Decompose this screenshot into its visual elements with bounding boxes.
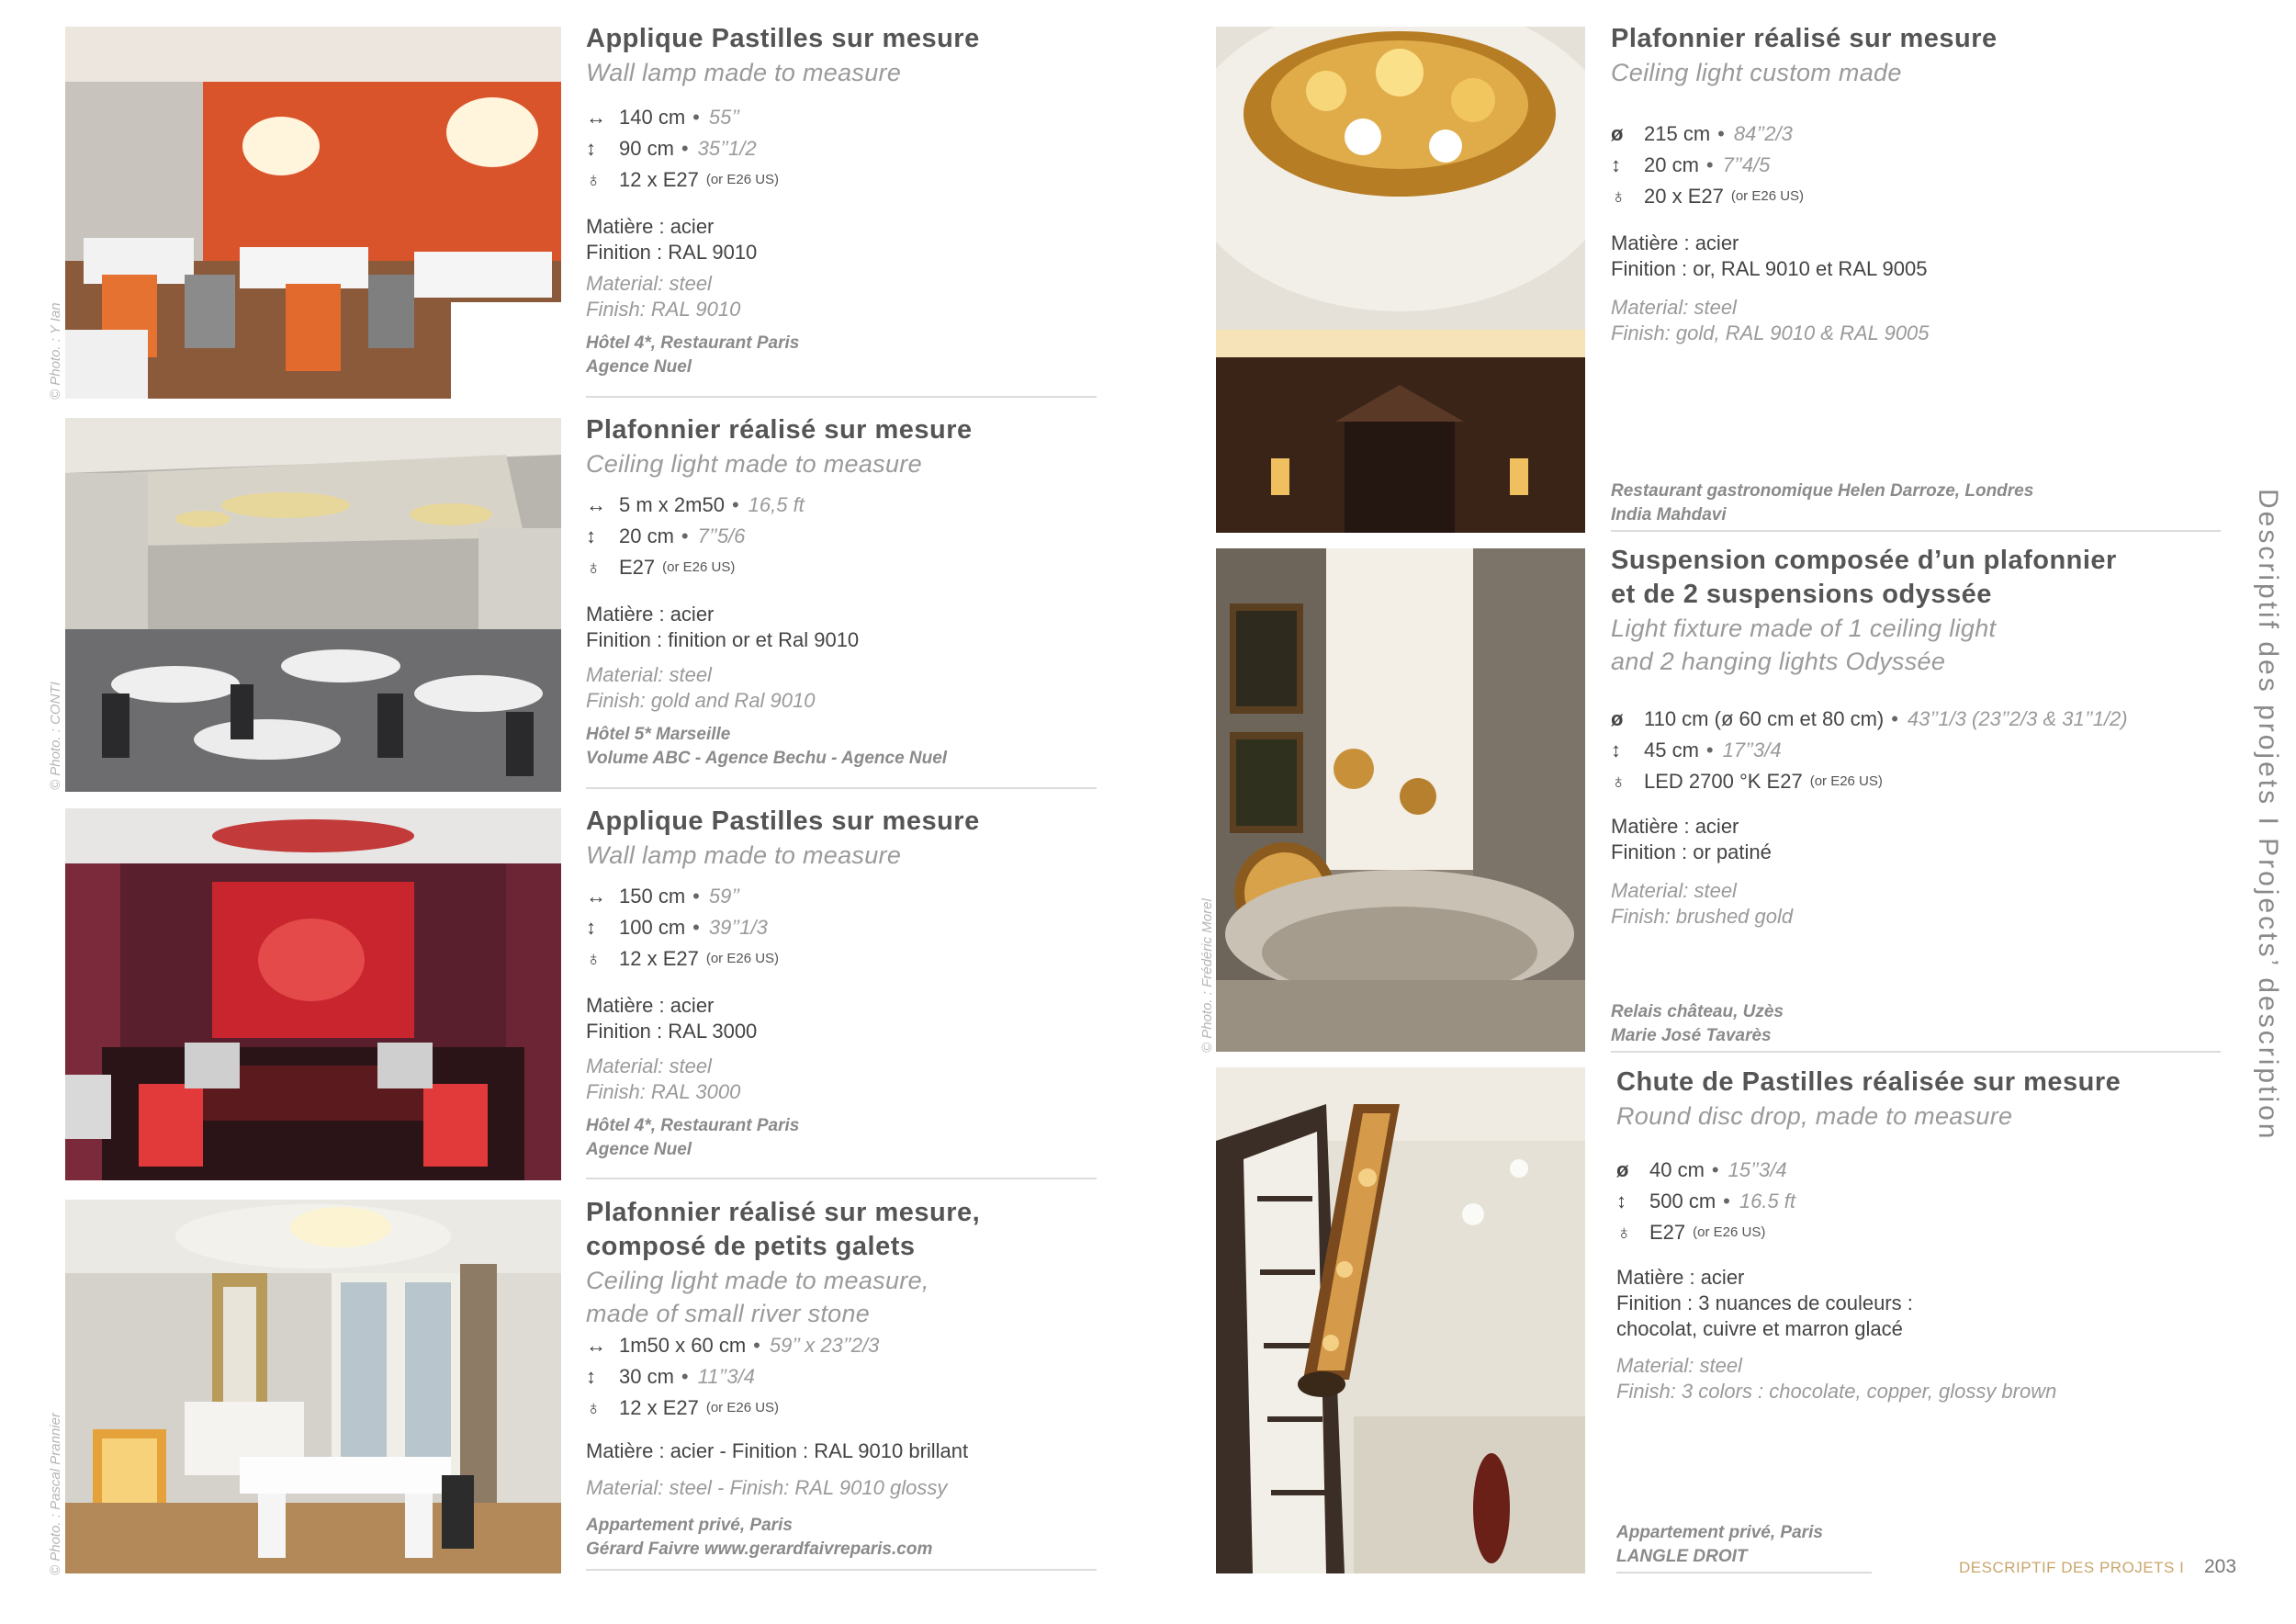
project-agency: India Mahdavi xyxy=(1611,505,1727,524)
project-name: Appartement privé, Paris xyxy=(586,1516,793,1535)
spec-width: ↔ 140 cm • 55’’ xyxy=(586,102,1100,133)
item-title: Applique Pastilles sur mesure xyxy=(586,24,980,53)
material-fr: Matière : acier xyxy=(1611,815,1739,838)
finish-fr-line-2: chocolat, cuivre et marron glacé xyxy=(1616,1317,1903,1340)
photo-disc-drop-stairwell xyxy=(1216,1067,1585,1573)
spec-bulb: ♁ 12 x E27 (or E26 US) xyxy=(586,1393,1137,1424)
height-arrow-icon: ↕ xyxy=(586,524,596,547)
project-agency: Agence Nuel xyxy=(586,357,692,377)
spec-bulb: ♁ 20 x E27 (or E26 US) xyxy=(1611,181,2199,212)
spec-bulb: ♁ E27 (or E26 US) xyxy=(1616,1217,2223,1248)
divider xyxy=(586,1178,1097,1179)
project-name: Hôtel 4*, Restaurant Paris xyxy=(586,1116,800,1135)
material-en: Material: steel xyxy=(1611,879,1737,902)
item-subtitle: Ceiling light custom made xyxy=(1611,59,1902,86)
item-title-line-2: et de 2 suspensions odyssée xyxy=(1611,580,1992,609)
spec-height: ↕ 30 cm • 11’’3/4 xyxy=(586,1361,1137,1393)
finish-fr: Finition : 3 nuances de couleurs : xyxy=(1616,1291,1913,1314)
photo-apartment-dining xyxy=(65,1200,561,1573)
material-fr: Matière : acier - Finition : RAL 9010 brillant xyxy=(586,1439,969,1462)
project-credit xyxy=(1611,479,2199,527)
spec-height: ↕ 90 cm • 35’’1/2 xyxy=(586,133,1100,164)
project-item xyxy=(586,413,1100,771)
item-subtitle: Light fixture made of 1 ceiling light xyxy=(1611,615,1997,642)
project-name: Relais château, Uzès xyxy=(1611,1002,1784,1021)
section-side-label: Descriptif des projets I Projects’ description xyxy=(2253,489,2283,1142)
spec-height: ↕ 500 cm • 16.5 ft xyxy=(1616,1186,2223,1217)
item-title: Suspension composée d’un plafonnier xyxy=(1611,546,2117,575)
bulb-icon: ♁ xyxy=(586,947,602,970)
project-item xyxy=(586,1196,1137,1562)
photo-chateau-staircase xyxy=(1216,548,1585,1052)
material-fr: Matière : acier xyxy=(586,994,715,1017)
spec-diameter: ø 110 cm (ø 60 cm et 80 cm) • 43’’1/3 (23’’2/3 & 31’’1/2) xyxy=(1611,704,2235,735)
project-item xyxy=(586,805,1100,1162)
finish-fr: Finition : finition or et Ral 9010 xyxy=(586,628,860,651)
width-arrow-icon: ↔ xyxy=(586,885,606,908)
item-title: Plafonnier réalisé sur mesure xyxy=(1611,24,1998,53)
bulb-icon: ♁ xyxy=(1616,1221,1632,1244)
divider xyxy=(586,1569,1097,1571)
spec-diameter: ø 40 cm • 15’’3/4 xyxy=(1616,1155,2223,1186)
item-subtitle: Wall lamp made to measure xyxy=(586,59,902,86)
divider xyxy=(1616,1572,1872,1573)
spec-bulb: ♁ 12 x E27 (or E26 US) xyxy=(586,164,1100,196)
finish-en: Finish: 3 colors : chocolate, copper, glossy brown xyxy=(1616,1380,2057,1403)
project-agency: Gérard Faivre www.gerardfaivreparis.com xyxy=(586,1539,933,1559)
width-arrow-icon: ↔ xyxy=(586,106,606,129)
divider xyxy=(586,396,1097,398)
spec-bulb: ♁ E27 (or E26 US) xyxy=(586,552,1100,583)
spec-bulb: ♁ LED 2700 °K E27 (or E26 US) xyxy=(1611,766,2235,797)
photo-gold-ceiling-light xyxy=(1216,27,1585,533)
spec-height: ↕ 20 cm • 7’’5/6 xyxy=(586,521,1100,552)
material-fr: Matière : acier xyxy=(1611,231,1739,254)
height-arrow-icon: ↕ xyxy=(586,1365,596,1388)
material-en: Material: steel - Finish: RAL 9010 glossy xyxy=(586,1476,948,1499)
spec-height: ↕ 100 cm • 39’’1/3 xyxy=(586,912,1100,943)
height-arrow-icon: ↕ xyxy=(586,916,596,939)
project-name: Restaurant gastronomique Helen Darroze, Londres xyxy=(1611,481,2034,501)
photo-restaurant-red-wall xyxy=(65,27,561,399)
diameter-icon: ø xyxy=(1616,1158,1629,1181)
height-arrow-icon: ↕ xyxy=(1611,739,1621,761)
project-name: Hôtel 5* Marseille xyxy=(586,725,731,744)
project-item xyxy=(1611,22,2199,346)
project-name: Hôtel 4*, Restaurant Paris xyxy=(586,333,800,353)
item-title-line-2: composé de petits galets xyxy=(586,1232,916,1261)
bulb-icon: ♁ xyxy=(1611,770,1626,793)
project-agency: LANGLE DROIT xyxy=(1616,1547,1748,1566)
item-title: Applique Pastilles sur mesure xyxy=(586,806,980,836)
width-arrow-icon: ↔ xyxy=(586,493,606,516)
project-item xyxy=(1611,544,2235,930)
finish-en: Finish: brushed gold xyxy=(1611,905,1794,928)
project-agency: Agence Nuel xyxy=(586,1140,692,1159)
photo-credit: © Photo. : Frédéric Morel xyxy=(1199,898,1215,1053)
height-arrow-icon: ↕ xyxy=(1616,1190,1626,1212)
material-en: Material: steel xyxy=(1611,296,1737,319)
diameter-icon: ø xyxy=(1611,707,1624,730)
item-title: Plafonnier réalisé sur mesure, xyxy=(586,1198,981,1227)
material-en: Material: steel xyxy=(586,663,712,686)
project-credit xyxy=(1611,1000,2199,1048)
material-en: Material: steel xyxy=(586,272,712,295)
project-name: Appartement privé, Paris xyxy=(1616,1523,1823,1542)
finish-fr: Finition : RAL 3000 xyxy=(586,1020,758,1043)
bulb-icon: ♁ xyxy=(586,556,602,579)
photo-ballroom xyxy=(65,418,561,792)
divider xyxy=(1611,530,2221,532)
item-subtitle-line-2: made of small river stone xyxy=(586,1300,871,1327)
spec-bulb: ♁ 12 x E27 (or E26 US) xyxy=(586,943,1100,975)
project-agency: Volume ABC - Agence Bechu - Agence Nuel xyxy=(586,749,948,768)
photo-credit: © Photo. : CONTI xyxy=(48,682,63,790)
width-arrow-icon: ↔ xyxy=(586,1334,606,1357)
material-fr: Matière : acier xyxy=(586,603,715,626)
item-title: Chute de Pastilles réalisée sur mesure xyxy=(1616,1067,2122,1097)
bulb-icon: ♁ xyxy=(1611,185,1626,208)
finish-en: Finish: gold and Ral 9010 xyxy=(586,689,816,712)
item-subtitle: Ceiling light made to measure xyxy=(586,450,922,478)
material-en: Material: steel xyxy=(586,1054,712,1077)
item-subtitle: Ceiling light made to measure, xyxy=(586,1267,929,1294)
finish-en: Finish: RAL 3000 xyxy=(586,1080,741,1103)
material-fr: Matière : acier xyxy=(586,215,715,238)
project-item xyxy=(586,22,1100,379)
photo-credit: © Photo. : Pascal Prannier xyxy=(48,1413,63,1575)
divider xyxy=(586,787,1097,789)
item-title: Plafonnier réalisé sur mesure xyxy=(586,415,973,445)
project-agency: Marie José Tavarès xyxy=(1611,1026,1772,1045)
footer-section-label: DESCRIPTIF DES PROJETS I xyxy=(1959,1559,2185,1576)
diameter-icon: ø xyxy=(1611,122,1624,145)
photo-red-dining-room xyxy=(65,808,561,1180)
spec-width: ↔ 1m50 x 60 cm • 59’’ x 23’’2/3 xyxy=(586,1330,1137,1361)
finish-en: Finish: RAL 9010 xyxy=(586,298,741,321)
material-en: Material: steel xyxy=(1616,1354,1742,1377)
height-arrow-icon: ↕ xyxy=(586,137,596,160)
finish-en: Finish: gold, RAL 9010 & RAL 9005 xyxy=(1611,321,1930,344)
spec-height: ↕ 20 cm • 7’’4/5 xyxy=(1611,150,2199,181)
project-item xyxy=(1616,1066,2223,1404)
material-fr: Matière : acier xyxy=(1616,1266,1745,1289)
bulb-icon: ♁ xyxy=(586,168,602,191)
spec-width: ↔ 5 m x 2m50 • 16,5 ft xyxy=(586,490,1100,521)
finish-fr: Finition : RAL 9010 xyxy=(586,241,758,264)
item-subtitle: Wall lamp made to measure xyxy=(586,841,902,869)
divider xyxy=(1611,1051,2221,1053)
item-subtitle: Round disc drop, made to measure xyxy=(1616,1102,2013,1130)
bulb-icon: ♁ xyxy=(586,1396,602,1419)
photo-credit: © Photo. : Y Ian xyxy=(48,302,63,400)
spec-diameter: ø 215 cm • 84’’2/3 xyxy=(1611,118,2199,150)
finish-fr: Finition : or, RAL 9010 et RAL 9005 xyxy=(1611,257,1928,280)
spec-height: ↕ 45 cm • 17’’3/4 xyxy=(1611,735,2235,766)
height-arrow-icon: ↕ xyxy=(1611,153,1621,176)
spec-width: ↔ 150 cm • 59’’ xyxy=(586,881,1100,912)
item-subtitle-line-2: and 2 hanging lights Odyssée xyxy=(1611,648,1946,675)
finish-fr: Finition : or patiné xyxy=(1611,840,1772,863)
page-number: 203 xyxy=(2204,1556,2237,1577)
